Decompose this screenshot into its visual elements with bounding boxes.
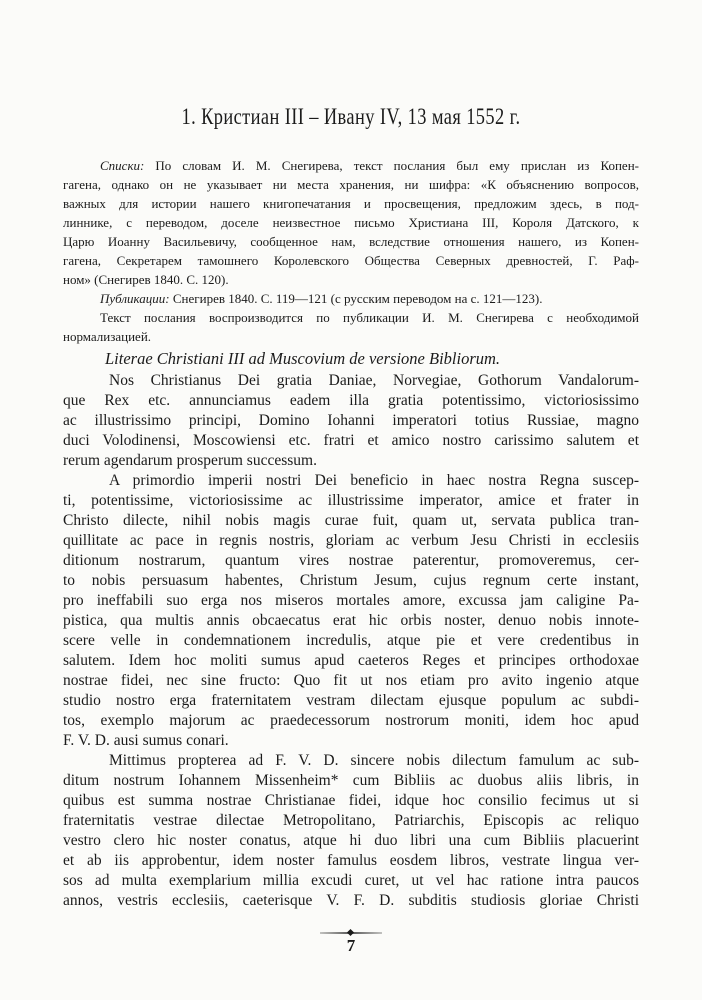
text-line bbox=[63, 289, 639, 308]
text-line bbox=[63, 194, 639, 213]
text-line bbox=[63, 651, 639, 671]
line-text: et ab iis approbentur, idem noster famulus eosdem libros, vestrate lingua ver- bbox=[63, 852, 639, 869]
text-line bbox=[63, 691, 639, 711]
text-line bbox=[63, 891, 639, 911]
line-text: duci Volodinensi, Moscowiensi etc. fratri et amico nostro carissimo salutem et bbox=[63, 432, 639, 449]
line-text: По словам И. М. Снегирева, текст послания был ему прислан из Копен- bbox=[144, 158, 639, 173]
line-text: pro ineffabili suo erga nos miseros mortales amore, excussa jam caligine Pa- bbox=[63, 592, 639, 609]
text-line bbox=[63, 551, 639, 571]
text-line bbox=[63, 811, 639, 831]
text-line bbox=[63, 831, 639, 851]
line-text: scere velle in condemnationem incredulis, atque pie et vere credentibus in bbox=[63, 632, 639, 649]
text-line bbox=[63, 531, 639, 551]
line-text: Mittimus propterea ad F. V. D. sincere nobis dilectum famulum ac sub- bbox=[109, 752, 639, 769]
line-text: A primordio imperii nostri Dei beneficio in haec nostra Regna suscep- bbox=[109, 472, 639, 489]
text-line bbox=[63, 431, 639, 451]
text-line bbox=[63, 511, 639, 531]
annotation-block bbox=[63, 156, 639, 346]
text-line bbox=[63, 871, 639, 891]
line-text: vestro clero hic noster conatus, atque hi duo libri una cum Bibliis placuerint bbox=[63, 832, 639, 849]
line-text: Christo dilecte, nihil nobis magis curae fuit, quam ut, servata publica tran- bbox=[63, 512, 639, 529]
line-text: ac illustrissimo principi, Domino Iohanni imperatori totius Russiae, magno bbox=[63, 412, 639, 429]
italic-lead: Списки: bbox=[100, 158, 145, 173]
line-text: quillitate ac pace in regnis nostris, gloriam ac verbum Jesu Christi in ecclesiis bbox=[63, 532, 639, 549]
latin-letter-heading: Literae Christiani III ad Muscovium de versione Bibliorum. bbox=[105, 349, 501, 368]
line-text: ditionum nostrarum, quantum vires nostrae paterentur, promoveremus, cer- bbox=[63, 552, 639, 569]
text-line bbox=[63, 771, 639, 791]
text-line bbox=[63, 591, 639, 611]
line-text: tos, exemplo majorum ac praedecessorum nostrorum moniti, idem hoc apud bbox=[63, 712, 639, 729]
line-text: F. V. D. ausi sumus conari. bbox=[63, 732, 229, 749]
text-line bbox=[63, 571, 639, 591]
line-text: pistica, qua multis annis obcaecatus erat hic orbis noster, denuo nobis innote- bbox=[63, 612, 639, 629]
text-line bbox=[63, 471, 639, 491]
text-line bbox=[63, 327, 639, 346]
paragraph bbox=[63, 371, 639, 471]
line-text: rerum agendarum prosperum successum. bbox=[63, 452, 317, 469]
paragraph bbox=[63, 308, 639, 346]
text-line bbox=[63, 751, 639, 771]
text-line bbox=[63, 213, 639, 232]
text-line bbox=[63, 270, 639, 289]
paragraph bbox=[63, 471, 639, 751]
line-text: que Rex etc. annunciamus eadem illa gratia potentissimo, victoriosissimo bbox=[63, 392, 639, 409]
line-text: annos, vestris ecclesiis, caeterisque V. F. D. subditis studiosis gloriae Christi bbox=[63, 892, 639, 909]
line-text: нормализацией. bbox=[63, 329, 152, 344]
paragraph bbox=[63, 289, 639, 308]
text-line bbox=[63, 156, 639, 175]
line-text: линнике, с переводом, доселе неизвестное письмо Христиана III, Короля Датского, к bbox=[63, 215, 639, 230]
line-text: гагена, однако он не указывает ни места хранения, ни шифра: «К объяснению вопросов, bbox=[63, 177, 639, 192]
line-text: Nos Christianus Dei gratia Daniae, Norvegiae, Gothorum Vandalorum- bbox=[109, 372, 639, 389]
diamond-icon bbox=[347, 929, 354, 936]
line-text: Текст послания воспроизводится по публикации И. М. Снегирева с необходимой bbox=[100, 310, 639, 325]
text-line bbox=[63, 175, 639, 194]
line-text: Снегирев 1840. С. 119—121 (с русским переводом на с. 121—123). bbox=[169, 291, 543, 306]
text-line bbox=[63, 671, 639, 691]
text-line bbox=[63, 251, 639, 270]
line-text: ном» (Снегирев 1840. С. 120). bbox=[63, 272, 229, 287]
line-text: Царю Иоанну Васильевичу, сообщенное нам, вследствие отношения нашего, из Копен- bbox=[63, 234, 639, 249]
line-text: salutem. Idem hoc moliti sumus apud caeteros Reges et principes orthodoxae bbox=[63, 652, 639, 669]
line-text: важных для истории нашего книгопечатания и просвещения, предложим здесь, в под- bbox=[63, 196, 639, 211]
text-line bbox=[63, 232, 639, 251]
text-line bbox=[63, 611, 639, 631]
latin-letter-block bbox=[63, 371, 639, 911]
line-text: studio nostro erga fraternitatem vestram dilectam ejusque populum ac subdi- bbox=[63, 692, 639, 709]
paragraph bbox=[63, 156, 639, 289]
text-line bbox=[63, 451, 639, 471]
line-text: ti, potentissime, victoriosissime ac illustrissime imperator, amice et frater in bbox=[63, 492, 639, 509]
text-line bbox=[63, 731, 639, 751]
line-text: quibus est summa nostrae Christianae fidei, idque hoc consilio fecimus ut si bbox=[63, 792, 639, 809]
line-text: to nobis persuasum habentes, Christum Jesum, cujus regnum certe instant, bbox=[63, 572, 639, 589]
text-line bbox=[63, 631, 639, 651]
text-line bbox=[63, 791, 639, 811]
line-text: nostrae fidei, nec sine fructo: Quo fit ut nos etiam pro avito ingenio atque bbox=[63, 672, 639, 689]
page-number: 7 bbox=[346, 936, 356, 955]
text-line bbox=[63, 391, 639, 411]
text-line bbox=[63, 711, 639, 731]
text-line bbox=[63, 411, 639, 431]
italic-lead: Публикации: bbox=[100, 291, 170, 306]
text-line bbox=[63, 491, 639, 511]
line-text: ditum nostrum Iohannem Missenheim* cum Bibliis ac duobus aliis libris, in bbox=[63, 772, 639, 789]
line-text: sos ad multa exemplarium millia excudi curet, ut vel hac ratione intra paucos bbox=[63, 872, 639, 889]
text-line bbox=[63, 308, 639, 327]
text-line bbox=[63, 371, 639, 391]
line-text: гагена, Секретарем тамошнего Королевского Общества Северных древностей, Г. Раф- bbox=[63, 253, 639, 268]
paragraph bbox=[63, 751, 639, 911]
line-text: fraternitatis vestrae dilectae Metropolitano, Patriarchis, Episcopis ac reliquo bbox=[63, 812, 639, 829]
text-line bbox=[63, 851, 639, 871]
page-title: 1. Кристиан III – Ивану IV, 13 мая 1552 г. bbox=[181, 104, 521, 129]
